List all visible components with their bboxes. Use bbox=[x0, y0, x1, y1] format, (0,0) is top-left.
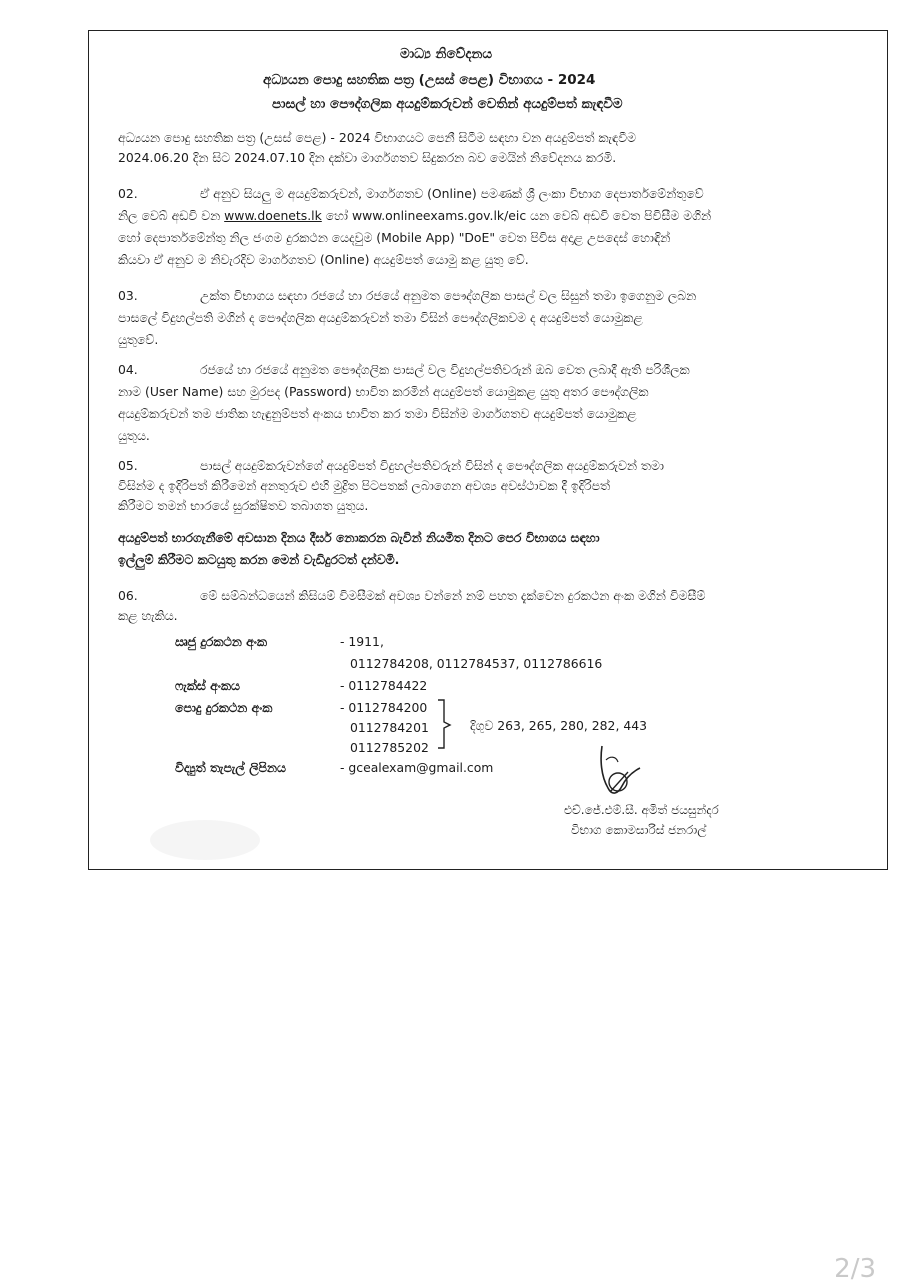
para-05-line-2: විසින්ම ද ඉදිරිපත් කිරීමෙන් අනතුරුව එහි මුද්‍රිත පිටපතක් ලබාගෙන අවශ්‍ය අවස්ථාවක දී ඉදිරිපත් bbox=[118, 478, 611, 493]
general-number-1: - 0112784200 bbox=[340, 700, 428, 715]
notice-subtitle bbox=[263, 72, 595, 88]
general-label: පොදු දුරකථන අංක bbox=[175, 700, 273, 715]
fax-number: - 0112784422 bbox=[340, 678, 428, 693]
hotline-numbers-2: 0112784208, 0112784537, 0112786616 bbox=[350, 656, 603, 671]
notice-subtitle-2: පාසල් හා පෞද්ගලික අයදුම්කරුවන් වෙතින් අයදුම්පත් කැඳවීම bbox=[272, 96, 623, 112]
para-04-line-1: රජයේ හා රජයේ අනුමත පෞද්ගලික පාසල් වල විදුහල්පතිවරුන් ඔබ වෙත ලබාදී ඇති පරිශීලක bbox=[200, 362, 690, 377]
para-03-line-1: උක්ත විභාගය සඳහා රජයේ හා රජයේ අනුමත පෞද්ගලික පාසල් වල සිසුන් තමා ඉගෙනුම ලබන bbox=[200, 288, 697, 303]
fax-label: ෆැක්ස් අංකය bbox=[175, 678, 240, 693]
para-02-line-4: කියවා ඒ අනුව ම නිවැරදිව මාර්ගගතව (Online) අයදුම්පත් යොමු කළ යුතු වේ. bbox=[118, 252, 529, 267]
general-number-3: 0112785202 bbox=[350, 740, 429, 755]
warning-line-1: අයදුම්පත් භාරගැනීමේ අවසාන දිනය දීර්ඝ නොකරන බැවින් නියමිත දිනට පෙර විභාගය සඳහා bbox=[118, 530, 600, 545]
para-03-line-2: පාසලේ විදුහල්පති මගින් ද පෞද්ගලික අයදුම්කරුවන් තමා විසින් පෞද්ගලිකවම ද අයදුම්පත් යොමුකළ bbox=[118, 310, 643, 325]
para-04-number: 04. bbox=[118, 362, 138, 377]
email-address: - gcealexam@gmail.com bbox=[340, 760, 494, 775]
para-04-line-3: අයදුම්කරුවන් තම ජාතික හැඳුනුම්පත් අංකය භාවිත කර තමා විසින්ම මාර්ගගතව අයදුම්පත් යොමුකළ bbox=[118, 406, 637, 421]
hotline-number-1: - 1911, bbox=[340, 634, 384, 649]
notice-title: මාධ්‍ය නිවේදනය bbox=[400, 46, 493, 62]
intro-line-2: 2024.06.20 දින සිට 2024.07.10 දින දක්වා මාර්ගගතව සිදුකරන බව මෙයින් නිවේදනය කරමි. bbox=[118, 150, 617, 165]
para-02-number: 02. bbox=[118, 186, 138, 201]
doenets-link[interactable]: www.doenets.lk bbox=[224, 208, 322, 223]
signature-icon bbox=[588, 742, 648, 800]
para-06-line-1: මේ සම්බන්ධයෙන් කිසියම් විමසීමක් අවශ්‍ය වන්නේ නම් පහත දැක්වෙන දුරකථන අංක මගින් විමසීම් bbox=[200, 588, 706, 603]
extensions: දිගුව 263, 265, 280, 282, 443 bbox=[470, 718, 647, 733]
intro-line-1: අධ්‍යයන පොදු සහතික පත්‍ර (උසස් පෙළ) - 2024 විභාගයට පෙනී සිටීම සඳහා වන අයදුම්පත් කැඳවීම bbox=[118, 130, 637, 145]
subtitle-text: අධ්‍යයන පොදු සහතික පත්‍ර (උසස් පෙළ) විභාගය - bbox=[263, 72, 558, 88]
para-06-line-2: කළ හැකිය. bbox=[118, 608, 178, 623]
warning-line-2: ඉල්ලුම් කිරීමට කටයුතු කරන මෙන් වැඩිදුරටත් දන්වමි. bbox=[118, 552, 400, 567]
signatory-name: එච්.ජේ.එම්.සී. අමිත් ජයසුන්දර bbox=[564, 803, 719, 817]
para-05-number: 05. bbox=[118, 458, 138, 473]
para-04-line-4: යුතුය. bbox=[118, 428, 150, 443]
hotline-label: ඍජු දුරකථන අංක bbox=[175, 634, 267, 649]
para-04-line-2: නාම (User Name) සහ මුරපද (Password) භාවිත කරමින් අයදුම්පත් යොමුකළ යුතු අතර පෞද්ගලික bbox=[118, 384, 649, 399]
scan-smudge bbox=[150, 820, 260, 860]
para-02-line-2b: හෝ www.onlineexams.gov.lk/eic යන වෙබ් අඩවි වෙත පිවිසීම මගින් bbox=[321, 208, 712, 223]
email-label: විද්‍යුත් තැපැල් ලිපිනය bbox=[175, 760, 286, 775]
subtitle-year: 2024 bbox=[557, 72, 596, 88]
para-05-line-1: පාසල් අයදුම්කරුවන්ගේ අයදුම්පත් විදුහල්පතිවරුන් විසින් ද පෞද්ගලික අයදුම්කරුවන් තමා bbox=[200, 458, 664, 473]
para-03-line-3: යුතුවේ. bbox=[118, 332, 159, 347]
para-06-number: 06. bbox=[118, 588, 138, 603]
para-05-line-3: කිරීමට තමන් භාරයේ සුරක්ෂිතව තබාගත යුතුය. bbox=[118, 498, 369, 513]
para-02-line-3: හෝ දෙපාර්තමේන්තු නිල ජංගම දුරකථන යෙදවුම (Mobile App) "DoE" වෙත පිවිස අදාළ උපදෙස් හොඳින් bbox=[118, 230, 671, 245]
para-03-number: 03. bbox=[118, 288, 138, 303]
para-02-line-2a: නිල වෙබ් අඩවි වන bbox=[118, 208, 225, 223]
signatory-designation: විභාග කොමසාරිස් ජනරාල් bbox=[571, 823, 707, 837]
para-02-line-1: ඒ අනුව සියලු ම අයදුම්කරුවන්, මාර්ගගතව (Online) පමණක් ශ්‍රී ලංකා විභාග දෙපාර්තමේන්තුවේ bbox=[200, 186, 704, 201]
brace-icon bbox=[436, 698, 456, 750]
general-number-2: 0112784201 bbox=[350, 720, 429, 735]
para-02-line-2 bbox=[118, 206, 711, 226]
page-indicator: 2/3 bbox=[834, 1254, 876, 1284]
